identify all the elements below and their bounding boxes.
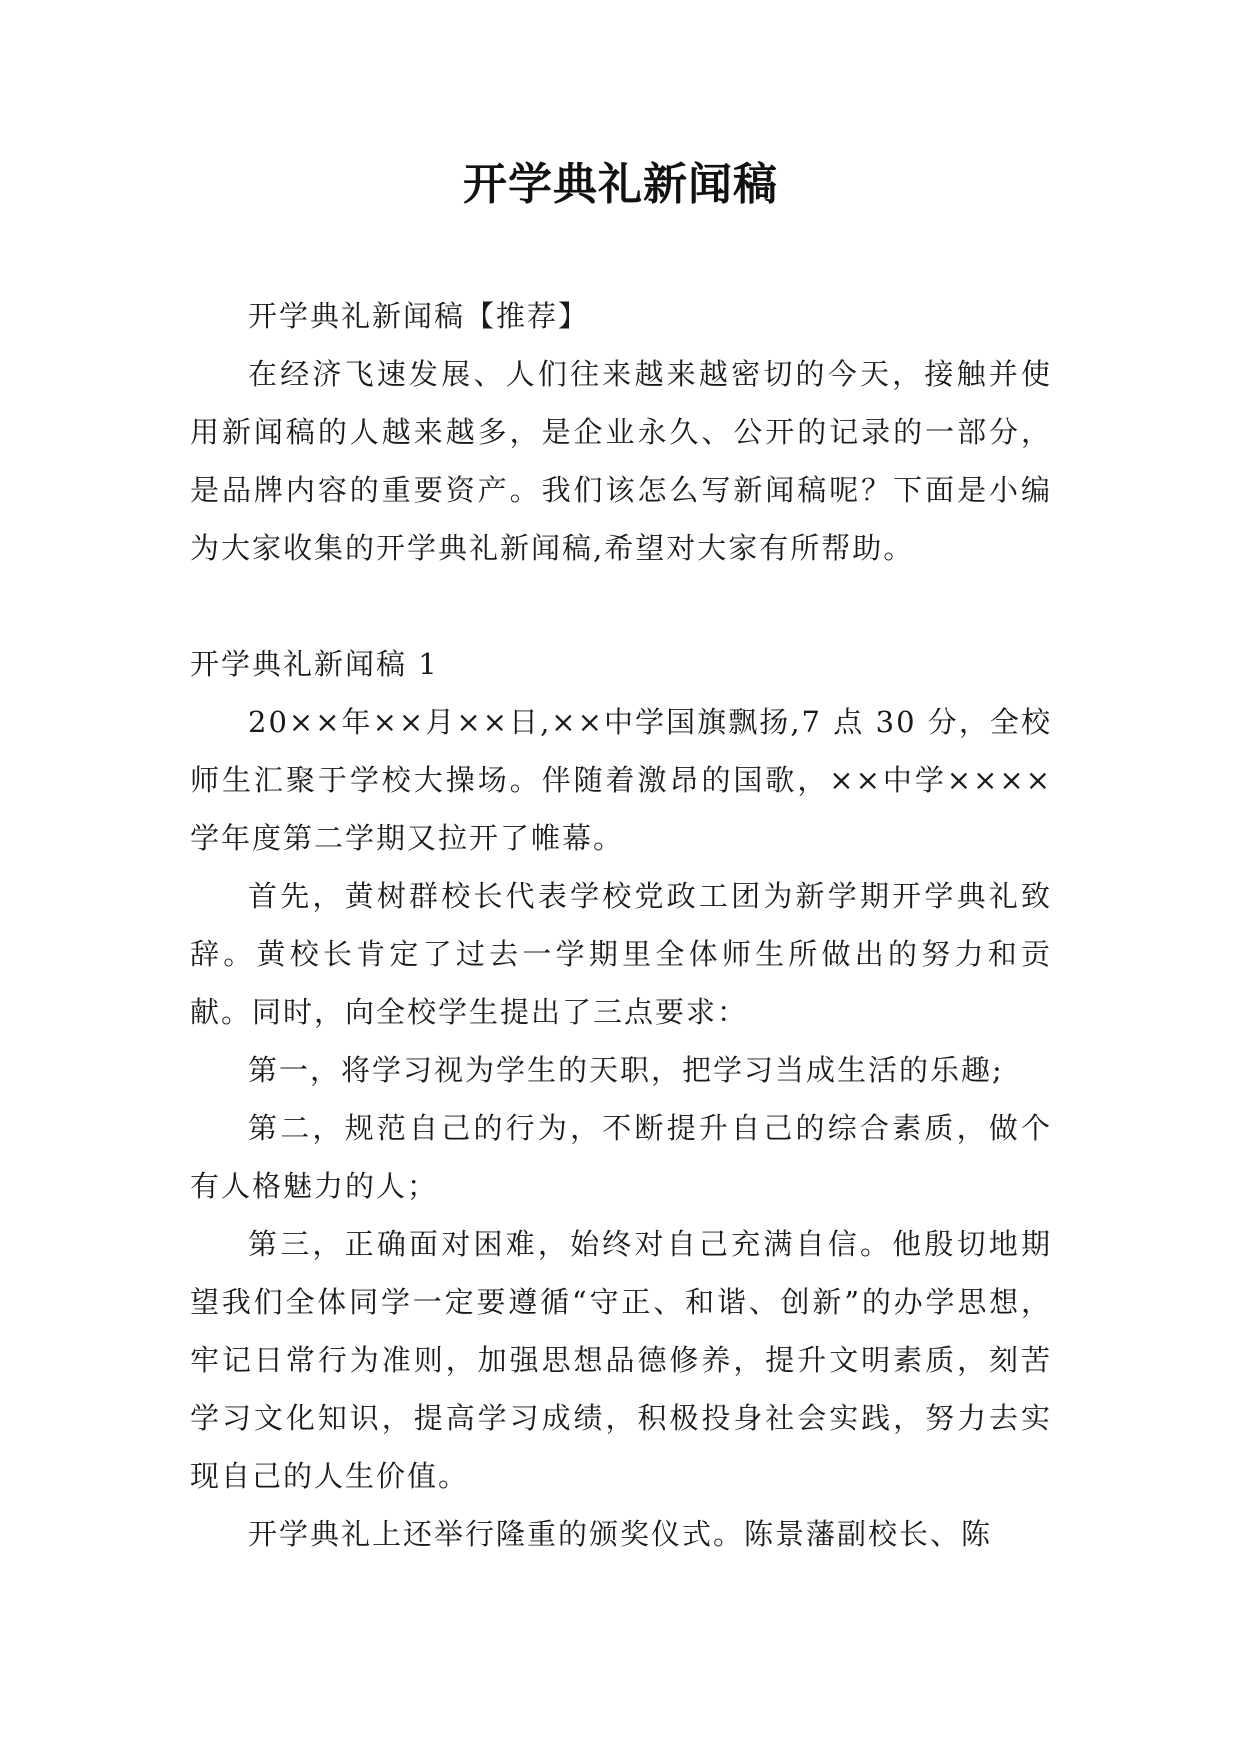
document-title: 开学典礼新闻稿 <box>463 159 778 210</box>
body-paragraph: 第一，将学习视为学生的天职，把学习当成生活的乐趣; <box>248 1053 1004 1087</box>
body-paragraph: 20××年××月××日,××中学国旗飘扬,7 点 30 分，全校师生汇聚于学校大操场。伴随着激昂的国歌，××中学××××学年度第二学期又拉开了帷幕。 <box>190 705 1052 855</box>
body-paragraph: 首先，黄树群校长代表学校党政工团为新学期开学典礼致辞。黄校长肯定了过去一学期里全体师生所做出的努力和贡献。同时，向全校学生提出了三点要求： <box>190 879 1052 1029</box>
body-paragraph: 开学典礼上还举行隆重的颁奖仪式。陈景藩副校长、陈 <box>248 1517 993 1551</box>
body-paragraph: 第二，规范自己的行为，不断提升自己的综合素质，做个有人格魅力的人； <box>190 1111 1052 1203</box>
section-spacer <box>190 577 1052 635</box>
intro-heading: 开学典礼新闻稿【推荐】 <box>248 299 590 333</box>
body-paragraph: 第三，正确面对困难，始终对自己充满自信。他殷切地期望我们全体同学一定要遵循“守正、和谐、创新”的办学思想，牢记日常行为准则，加强思想品德修养，提升文明素质，刻苦学习文化知识，提高学习成绩，积极投身社会实践，努力去实现自己的人生价值。 <box>190 1227 1052 1493</box>
intro-paragraph: 在经济飞速发展、人们往来越来越密切的今天，接触并使用新闻稿的人越来越多，是企业永久、公开的记录的一部分，是品牌内容的重要资产。我们该怎么写新闻稿呢？下面是小编为大家收集的开学典礼新闻稿,希望对大家有所帮助。 <box>190 357 1052 565</box>
document-body <box>190 287 1052 1563</box>
section-heading: 开学典礼新闻稿 1 <box>190 647 439 681</box>
